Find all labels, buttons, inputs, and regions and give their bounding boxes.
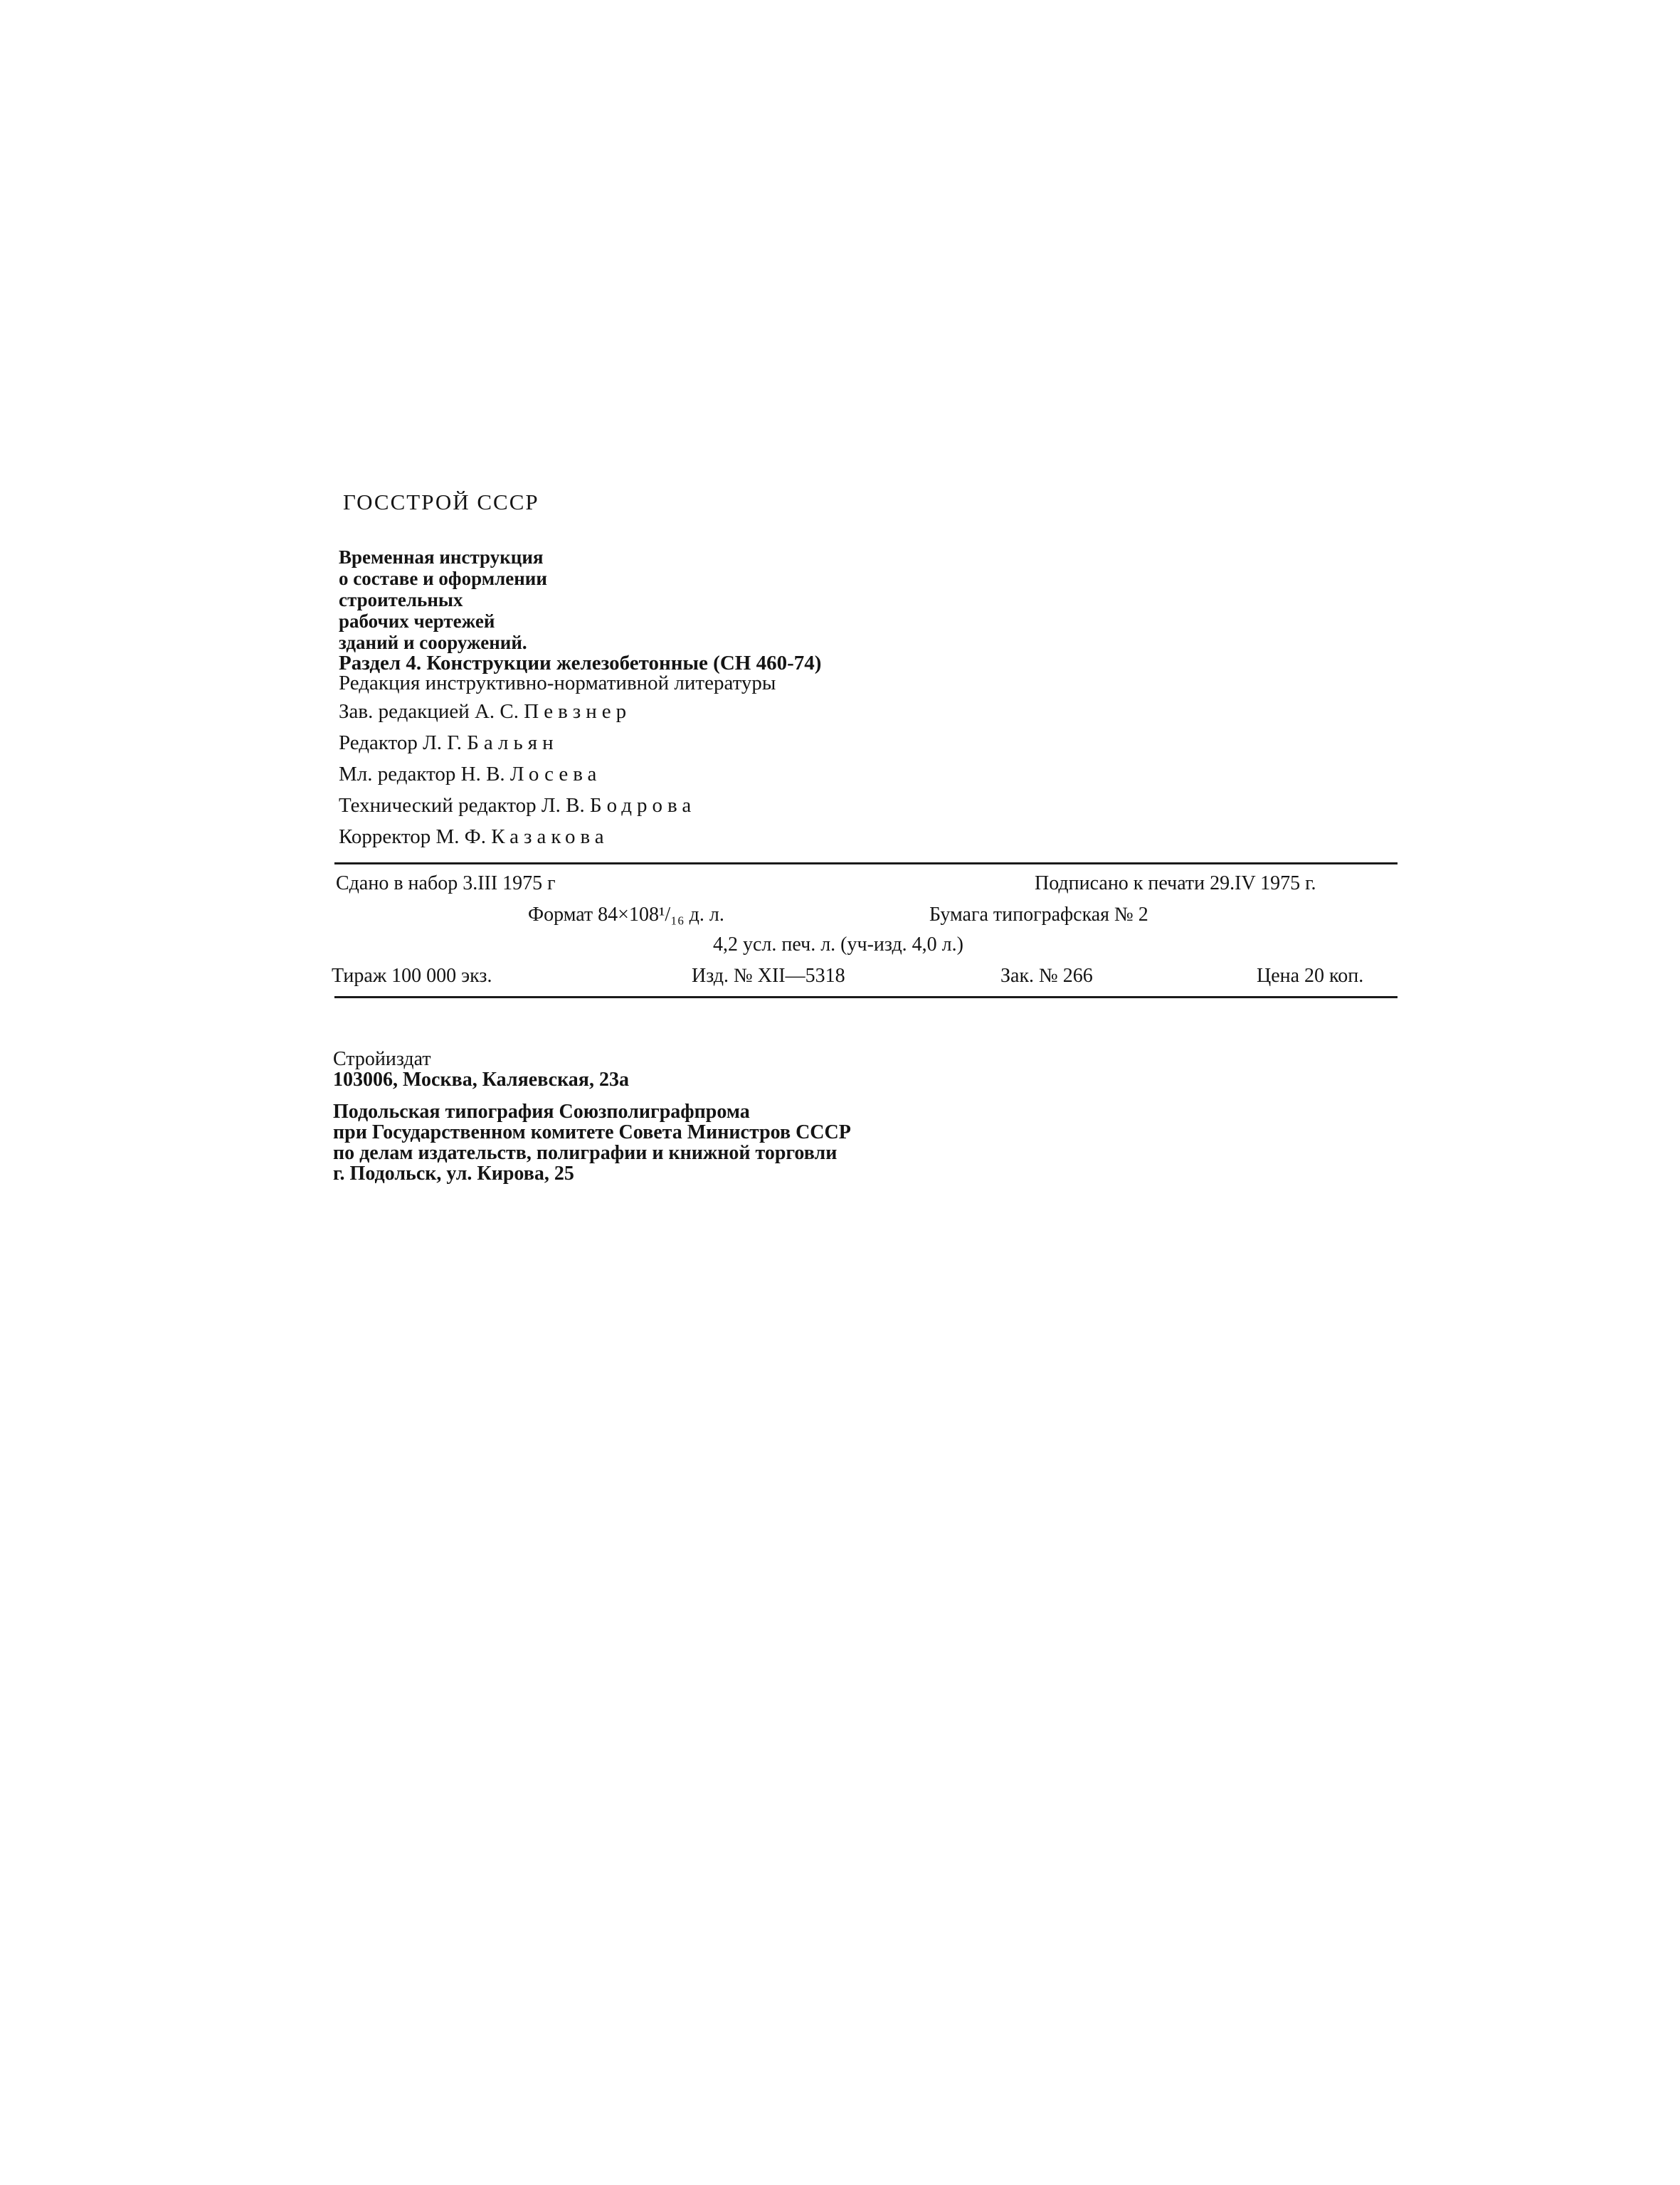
printer-block — [333, 1101, 851, 1184]
organization-name: ГОССТРОЙ СССР — [343, 490, 539, 514]
title-line: о составе и оформлении — [339, 568, 547, 589]
staff-name: Казакова — [491, 825, 609, 848]
title-line: строительных — [339, 589, 463, 610]
publisher-name: Стройиздат — [333, 1048, 431, 1070]
publication-number: Изд. № XII—5318 — [692, 965, 845, 987]
format-info: Формат 84×108¹/₁₆ д. л. — [528, 904, 724, 926]
document-title — [339, 546, 547, 653]
order-number: Зак. № 266 — [1000, 965, 1093, 987]
publisher-address: 103006, Москва, Каляевская, 23а — [333, 1069, 629, 1091]
staff-entry — [339, 763, 601, 786]
staff-role: Зав. редакцией А. С. — [339, 700, 519, 723]
printer-line: по делам издательств, полиграфии и книжной торговли — [333, 1142, 838, 1164]
staff-entry — [339, 794, 696, 818]
signed-date: Подписано к печати 29.IV 1975 г. — [1035, 872, 1316, 894]
divider-bottom — [334, 996, 1398, 998]
edition-name: Редакция инструктивно-нормативной литературы — [339, 672, 776, 694]
staff-entry — [339, 825, 609, 849]
title-line: зданий и сооружений. — [339, 632, 527, 653]
staff-role: Редактор Л. Г. — [339, 731, 463, 754]
staff-entry — [339, 731, 559, 755]
printer-line: при Государственном комитете Совета Министров СССР — [333, 1121, 851, 1143]
staff-entry — [339, 700, 631, 724]
staff-role: Мл. редактор Н. В. — [339, 763, 505, 785]
staff-name: Лосева — [509, 763, 602, 785]
staff-role: Корректор М. Ф. — [339, 825, 486, 848]
paper-info: Бумага типографская № 2 — [929, 904, 1148, 926]
staff-name: Бодрова — [589, 794, 697, 817]
printer-line: г. Подольск, ул. Кирова, 25 — [333, 1163, 574, 1185]
print-run: Тираж 100 000 экз. — [332, 965, 492, 987]
staff-name: Бальян — [467, 731, 559, 754]
divider-top — [334, 862, 1398, 864]
sheets-info: 4,2 усл. печ. л. (уч-изд. 4,0 л.) — [713, 933, 963, 956]
printer-line: Подольская типография Союзполиграфпрома — [333, 1101, 750, 1123]
publisher-block — [333, 1049, 629, 1090]
staff-role: Технический редактор Л. В. — [339, 794, 585, 817]
title-line: Временная инструкция — [339, 546, 544, 568]
submitted-date: Сдано в набор 3.III 1975 г — [336, 872, 556, 894]
title-line: рабочих чертежей — [339, 610, 495, 632]
section-title: Раздел 4. Конструкции железобетонные (СН 460-74) — [339, 652, 822, 674]
staff-name: Певзнер — [524, 700, 632, 723]
price: Цена 20 коп. — [1257, 965, 1364, 987]
